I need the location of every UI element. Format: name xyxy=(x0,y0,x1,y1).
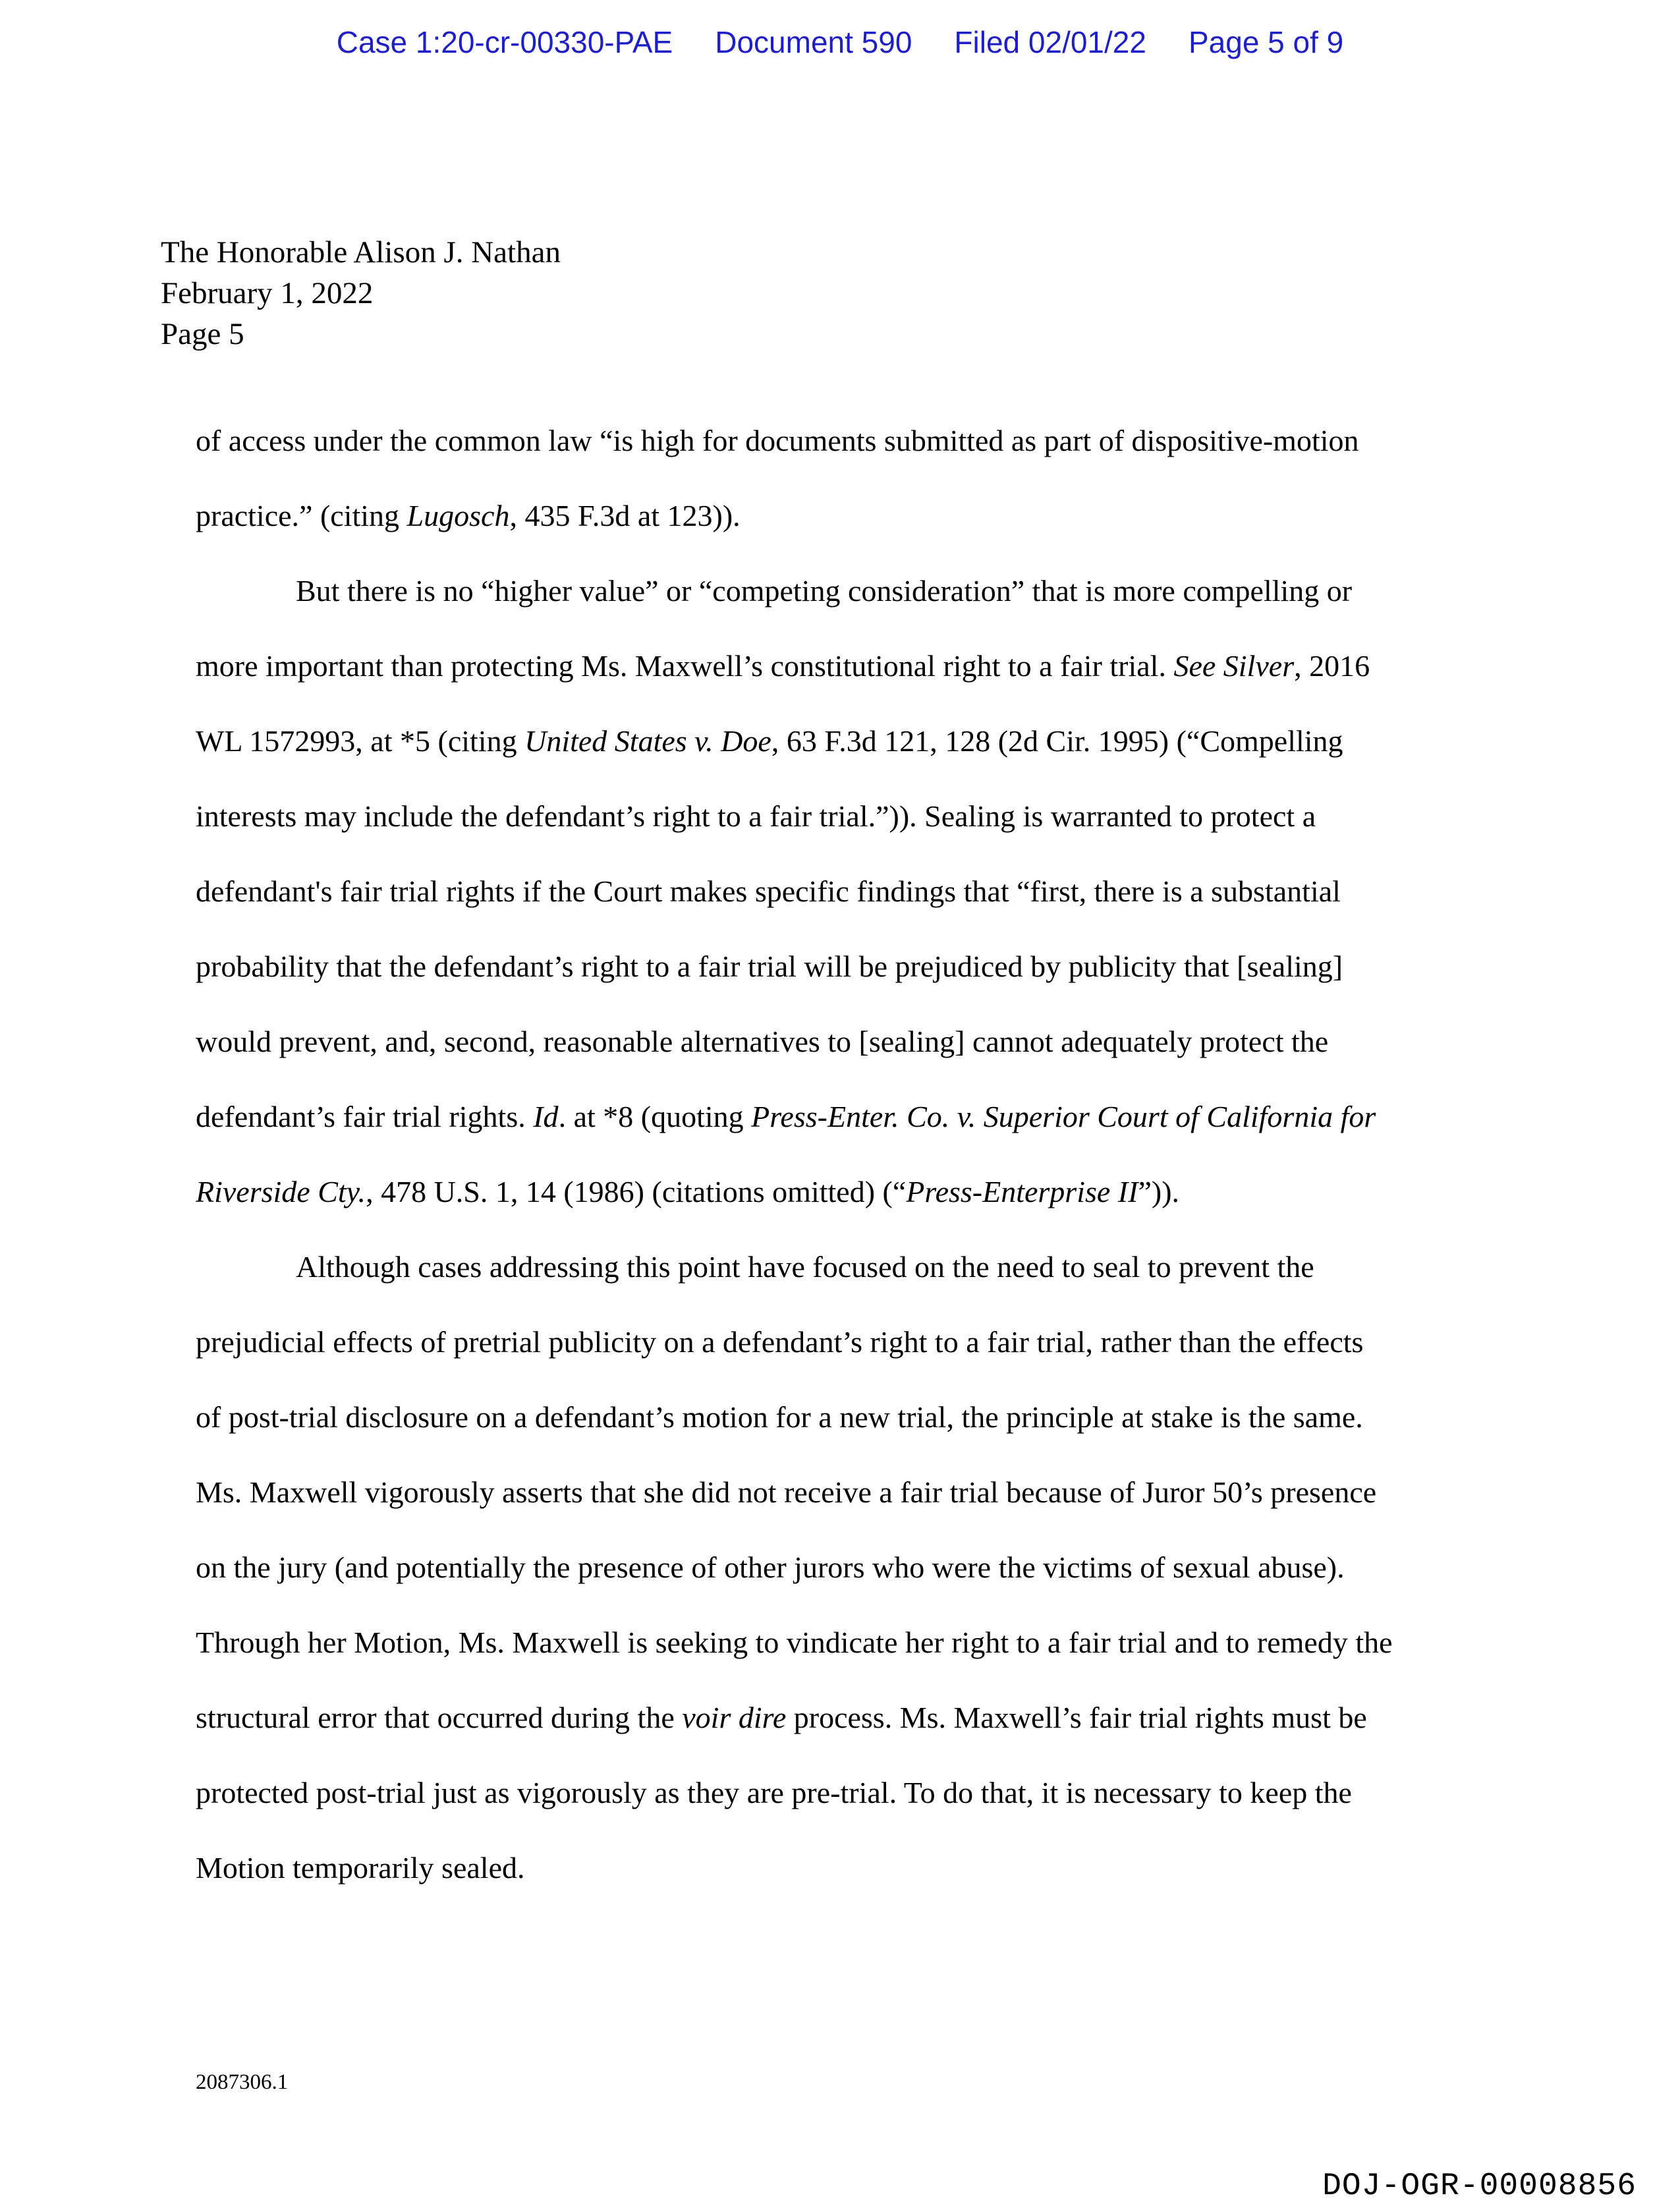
body-line: interests may include the defendant’s right to a fair trial.”)). Sealing is warranted to protect a xyxy=(196,799,1316,833)
letterhead-recipient: The Honorable Alison J. Nathan xyxy=(161,235,561,269)
body-line: would prevent, and, second, reasonable alternatives to [sealing] cannot adequately protect the xyxy=(196,1025,1329,1058)
body-line: structural error that occurred during the voir dire process. Ms. Maxwell’s fair trial rights must be xyxy=(196,1701,1367,1734)
body-line: Riverside Cty., 478 U.S. 1, 14 (1986) (citations omitted) (“Press-Enterprise II”)). xyxy=(196,1175,1180,1208)
stamp-filed-date: Filed 02/01/22 xyxy=(954,25,1146,59)
body-line: WL 1572993, at *5 (citing United States v. Doe, 63 F.3d 121, 128 (2d Cir. 1995) (“Compelling xyxy=(196,724,1343,758)
body-line: Ms. Maxwell vigorously asserts that she did not receive a fair trial because of Juror 50’s presence xyxy=(196,1475,1377,1509)
body-line: But there is no “higher value” or “competing consideration” that is more compelling or xyxy=(296,574,1353,608)
stamp-document-number: Document 590 xyxy=(715,25,912,59)
body-line: probability that the defendant’s right to a fair trial will be prejudiced by publicity that [sealing] xyxy=(196,950,1343,983)
body-line: Motion temporarily sealed. xyxy=(196,1851,525,1885)
body-line: practice.” (citing Lugosch, 435 F.3d at 123)). xyxy=(196,499,741,532)
ecf-header-stamp xyxy=(0,25,1680,59)
letter-body xyxy=(196,403,1507,1906)
body-line: protected post-trial just as vigorously as they are pre-trial. To do that, it is necessary to keep the xyxy=(196,1776,1352,1809)
stamp-case-number: Case 1:20-cr-00330-PAE xyxy=(336,25,673,59)
body-line: Through her Motion, Ms. Maxwell is seeking to vindicate her right to a fair trial and to remedy the xyxy=(196,1626,1393,1659)
body-line: more important than protecting Ms. Maxwell’s constitutional right to a fair trial. See Silver, 2016 xyxy=(196,649,1370,683)
body-line: Although cases addressing this point have focused on the need to seal to prevent the xyxy=(296,1250,1314,1284)
body-line: defendant's fair trial rights if the Court makes specific findings that “first, there is a substantial xyxy=(196,874,1341,908)
body-line: on the jury (and potentially the presence of other jurors who were the victims of sexual abuse). xyxy=(196,1550,1345,1584)
stamp-page-number: Page 5 of 9 xyxy=(1188,25,1344,59)
letterhead-block xyxy=(161,232,561,354)
body-line: defendant’s fair trial rights. Id. at *8 (quoting Press-Enter. Co. v. Superior Court of California for xyxy=(196,1100,1376,1133)
body-line: prejudicial effects of pretrial publicity on a defendant’s right to a fair trial, rather than the effects xyxy=(196,1325,1364,1359)
letterhead-page-label: Page 5 xyxy=(161,317,244,351)
document-control-number: 2087306.1 xyxy=(196,2070,289,2094)
body-line: of post-trial disclosure on a defendant’s motion for a new trial, the principle at stake is the same. xyxy=(196,1400,1363,1434)
bates-number: DOJ-OGR-00008856 xyxy=(1322,2169,1637,2204)
letterhead-date: February 1, 2022 xyxy=(161,276,374,310)
body-line: of access under the common law “is high for documents submitted as part of dispositive-motion xyxy=(196,424,1359,457)
